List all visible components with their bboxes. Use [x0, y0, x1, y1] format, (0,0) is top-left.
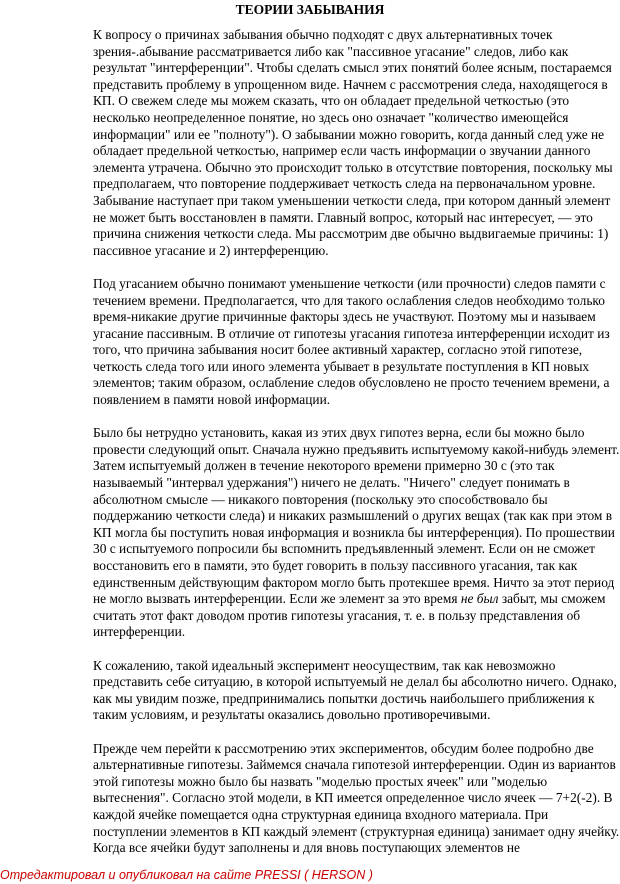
- paragraph-decay-definition: Под угасанием обычно понимают уменьшение четкости (или прочности) следов памяти с течением времени. Предполагается, что для такого ослабления следов необходимо только время-никакие другие причинные факторы здесь не участвуют. Поэтому мы и называем угасание пассивным. В отличие от гипотезы угасания гипотеза интерференции исходит из того, что причина забывания носит более активный характер, согласно этой гипотезе, четкость следа того или иного элемента убывает в результате поступления в КП новых элементов; таким образом, ослабление следов обусловлено не просто течением времени, а появлением в памяти новой информации.: [93, 275, 610, 408]
- emphasis-not-forgotten: не был: [460, 591, 499, 607]
- site-credit: Отредактировал и опубликовал на сайте PRESSI ( HERSON ): [0, 868, 373, 882]
- paragraph-ideal-experiment-text: Было бы нетрудно установить, какая из этих двух гипотез верна, если бы можно было провести следующий опыт. Сначала нужно предъявить испытуемому какой-нибудь элемент. Затем испытуемый должен в течение некоторого времени примерно 30 с (это так называемый "интервал удержания") ничего не делать. "Ничего" следует понимать в абсолютном смысле — никакого повторения (поскольку это способствовало бы поддержанию четкости следа) и никаких размышлений о других вещах (так как при этом в КП могла бы поступить новая информация и возникла бы интерференция). По прошествии 30 с испытуемого попросили бы вспомнить предъявленный элемент. Если он не сможет восстановить его в памяти, это будет говорить в пользу пассивного угасания, так как единственным действующим фактором могло быть протекшее время. Ничто за этот период не могло вызвать интерференции. Если же элемент за это время: [93, 425, 620, 607]
- paragraph-ideal-experiment-text-end: забыт, мы сможем считать этот факт доводом против гипотезы угасания, т. е. в пользу представления об интерференции.: [93, 591, 606, 640]
- paragraph-slot-model: Прежде чем перейти к рассмотрению этих экспериментов, обсудим более подробно две альтернативные гипотезы. Займемся сначала гипотезой интерференции. Один из вариантов этой гипотезы можно было бы назвать "моделью простых ячеек" или "моделью вытеснения". Согласно этой модели, в КП имеется определенное число ячеек — 7+2(-2). В каждой ячейке помещается одна структурная единица входного материала. При поступлении элементов в КП каждый элемент (структурная единица) занимает одну ячейку. Когда все ячейки будут заполнены и для вновь поступающих элементов не: [93, 740, 620, 856]
- paragraph-ideal-experiment: [93, 425, 620, 641]
- paragraph-experiment-impossible: К сожалению, такой идеальный эксперимент неосуществим, так как невозможно представить себе ситуацию, в которой испытуемый не делал бы абсолютно ничего. Однако, как мы увидим позже, предпринимались попытки достичь наибольшего приближения к таким условиям, и результаты оказались довольно противоречивыми.: [93, 657, 617, 723]
- document-body: [93, 27, 620, 873]
- paragraph-forgetting-theories-intro: К вопросу о причинах забывания обычно подходят с двух альтернативных точек зрения-.абывание рассматривается либо как "пассивное угасание" следов, либо как результат "интерференции". Чтобы сделать смысл этих понятий более ясным, постараемся представить проблему в упрощенном виде. Начнем с рассмотрения следа, находящегося в КП. О свежем следе мы можем сказать, что он обладает предельной четкостью (это несколько неопределенное понятие, но здесь оно означает "количество имеющейся информации" или ее "полноту"). О забывании можно говорить, когда данный след уже не обладает предельной четкостью, например если часть информации о звучании данного элемента утрачена. Обычно это происходит только в отсутствие повторения, поскольку мы предполагаем, что повторение поддерживает четкость следа на первоначальном уровне. Забывание наступает при таком уменьшении четкости следа, при котором данный элемент не может быть восстановлен в памяти. Главный вопрос, который нас интересует, — это причина снижения четкости следа. Мы рассмотрим две обычно выдвигаемые причины: 1) пассивное угасание и 2) интерференцию.: [93, 27, 613, 258]
- page-title: ТЕОРИИ ЗАБЫВАНИЯ: [235, 2, 385, 17]
